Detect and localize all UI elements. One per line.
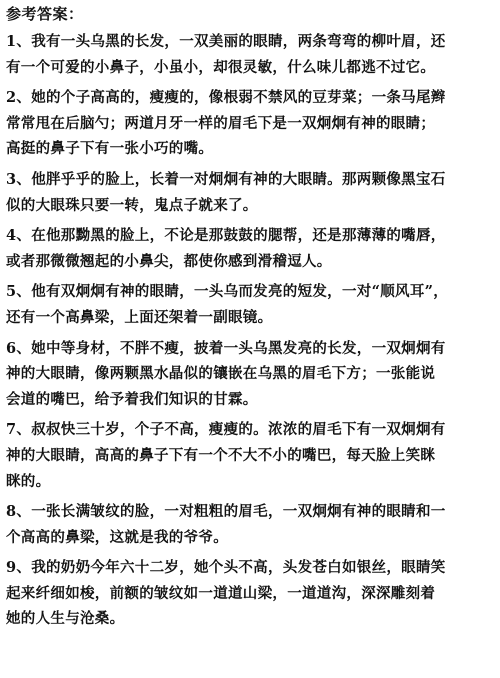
answer-line: 有一个可爱的小鼻子，小虽小，却很灵敏，什么味儿都逃不过它。	[6, 58, 436, 76]
answer-line: 或者那微微翘起的小鼻尖，都使你感到滑稽逗人。	[6, 252, 332, 270]
answer-item-4	[6, 223, 496, 274]
answer-list	[6, 29, 496, 637]
answer-line: 个高高的鼻梁，这就是我的爷爷。	[6, 528, 228, 546]
answer-line: 似的大眼珠只要一转，鬼点子就来了。	[6, 196, 258, 214]
answer-item-5	[6, 279, 496, 330]
answer-item-1	[6, 29, 496, 80]
answer-line: 3、他胖乎乎的脸上，长着一对炯炯有神的大眼睛。那两颗像黑宝石	[6, 170, 446, 188]
answer-item-6	[6, 336, 496, 413]
answer-item-8	[6, 499, 496, 550]
answer-line: 6、她中等身材，不胖不瘦，披着一头乌黑发亮的长发，一双炯炯有	[6, 339, 446, 357]
answer-item-2	[6, 85, 496, 162]
answer-line: 还有一个高鼻梁，上面还架着一副眼镜。	[6, 308, 273, 326]
answer-line: 常常甩在后脑勺；两道月牙一样的眉毛下是一双炯炯有神的眼睛；	[6, 114, 436, 132]
answer-line: 神的大眼睛，像两颗黑水晶似的镶嵌在乌黑的眉毛下方；一张能说	[6, 365, 436, 383]
answer-item-7	[6, 417, 496, 494]
answer-line: 5、他有双炯炯有神的眼睛，一头乌而发亮的短发，一对“顺风耳”，	[6, 283, 449, 301]
page-title: 参考答案：	[6, 5, 84, 23]
answer-line: 会道的嘴巴，给予着我们知识的甘霖。	[6, 390, 258, 408]
answer-line: 2、她的个子高高的，瘦瘦的，像根弱不禁风的豆芽菜；一条马尾辫	[6, 89, 446, 107]
answer-line: 9、我的奶奶今年六十二岁，她个头不高，头发苍白如银丝，眼睛笑	[6, 559, 446, 577]
answer-line: 起来纤细如梭，前额的皱纹如一道道山梁，一道道沟，深深雕刻着	[6, 584, 436, 602]
answer-line: 8、一张长满皱纹的脸，一对粗粗的眉毛，一双炯炯有神的眼睛和一	[6, 503, 446, 521]
answer-line: 她的人生与沧桑。	[6, 610, 125, 628]
answer-line: 高挺的鼻子下有一张小巧的嘴。	[6, 140, 214, 158]
answer-item-3	[6, 167, 496, 218]
answer-line: 1、我有一头乌黑的长发，一双美丽的眼睛，两条弯弯的柳叶眉，还	[6, 33, 446, 50]
answer-item-9	[6, 555, 496, 632]
answer-line: 神的大眼睛，高高的鼻子下有一个不大不小的嘴巴，每天脸上笑眯	[6, 446, 436, 464]
answer-line: 7、叔叔快三十岁，个子不高，瘦瘦的。浓浓的眉毛下有一双炯炯有	[6, 421, 446, 439]
answer-line: 4、在他那黝黑的脸上，不论是那鼓鼓的腮帮，还是那薄薄的嘴唇，	[6, 227, 446, 245]
answer-line: 眯的。	[6, 472, 51, 490]
